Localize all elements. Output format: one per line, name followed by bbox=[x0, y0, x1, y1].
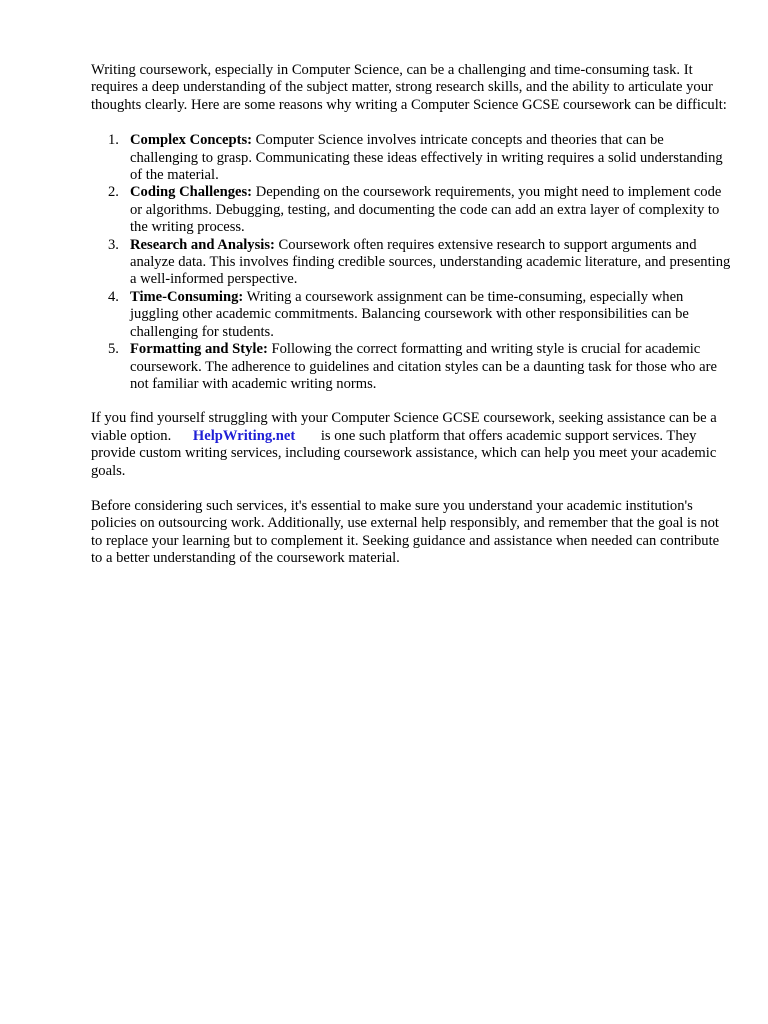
list-item-text: Following the correct formatting and writing style is crucial for academic coursework. The adherence to guidelines and citation styles can be a daunting task for those who are not familiar with academic writing norms. bbox=[130, 341, 717, 392]
list-item-title: Research and Analysis: bbox=[130, 236, 275, 253]
list-item bbox=[91, 237, 731, 289]
list-item-number: 4. bbox=[108, 288, 119, 305]
helpwriting-link[interactable]: HelpWriting.net bbox=[192, 427, 296, 444]
intro-paragraph: Writing coursework, especially in Computer Science, can be a challenging and time-consuming task. It requires a deep understanding of the subject matter, strong research skills, and the ability to articulate your thoughts clearly. Here are some reasons why writing a Computer Science GCSE coursework can be difficult: bbox=[91, 62, 727, 113]
list-item bbox=[91, 289, 731, 341]
list-item-text: Computer Science involves intricate concepts and theories that can be challenging to grasp. Communicating these ideas effectively in writing requires a solid understanding of the material. bbox=[130, 132, 723, 184]
help-paragraph bbox=[91, 410, 731, 480]
list-item bbox=[91, 341, 731, 393]
list-item-title: Time-Consuming: bbox=[130, 288, 244, 305]
list-item-title: Complex Concepts: bbox=[130, 132, 253, 149]
reasons-list bbox=[91, 132, 731, 393]
list-item bbox=[91, 184, 731, 236]
document-page bbox=[91, 62, 731, 586]
list-item-text: Depending on the coursework requirements, you might need to implement code or algorithms. Debugging, testing, and documenting the code can add an extra layer of complexity to the writing process. bbox=[130, 184, 722, 236]
list-item-text: Writing a coursework assignment can be time-consuming, especially when juggling other academic commitments. Balancing coursework with other responsibilities can be challenging for students. bbox=[130, 288, 689, 340]
list-item-number: 1. bbox=[108, 132, 119, 149]
closing-paragraph: Before considering such services, it's essential to make sure you understand your academic institution's policies on outsourcing work. Additionally, use external help responsibly, and remember that the goal is not to replace your learning but to complement it. Seeking guidance and assistance when needed can contribute to a better understanding of the coursework material. bbox=[91, 497, 720, 567]
help-text-before: If you find yourself struggling with your Computer Science GCSE coursework, seeking assistance can be a viable option. bbox=[91, 410, 717, 444]
list-item-title: Formatting and Style: bbox=[130, 341, 268, 358]
list-item-title: Coding Challenges: bbox=[130, 184, 253, 201]
list-item-number: 2. bbox=[108, 184, 119, 201]
list-item-number: 3. bbox=[108, 236, 119, 253]
list-item-text: Coursework often requires extensive research to support arguments and analyze data. This involves finding credible sources, understanding academic literature, and presenting a well-informed perspective. bbox=[130, 236, 731, 288]
help-text-after: is one such platform that offers academic support services. They provide custom writing services, including coursework assistance, which can help you meet your academic goals. bbox=[91, 427, 717, 479]
list-item-number: 5. bbox=[108, 341, 119, 358]
list-item bbox=[91, 132, 731, 184]
